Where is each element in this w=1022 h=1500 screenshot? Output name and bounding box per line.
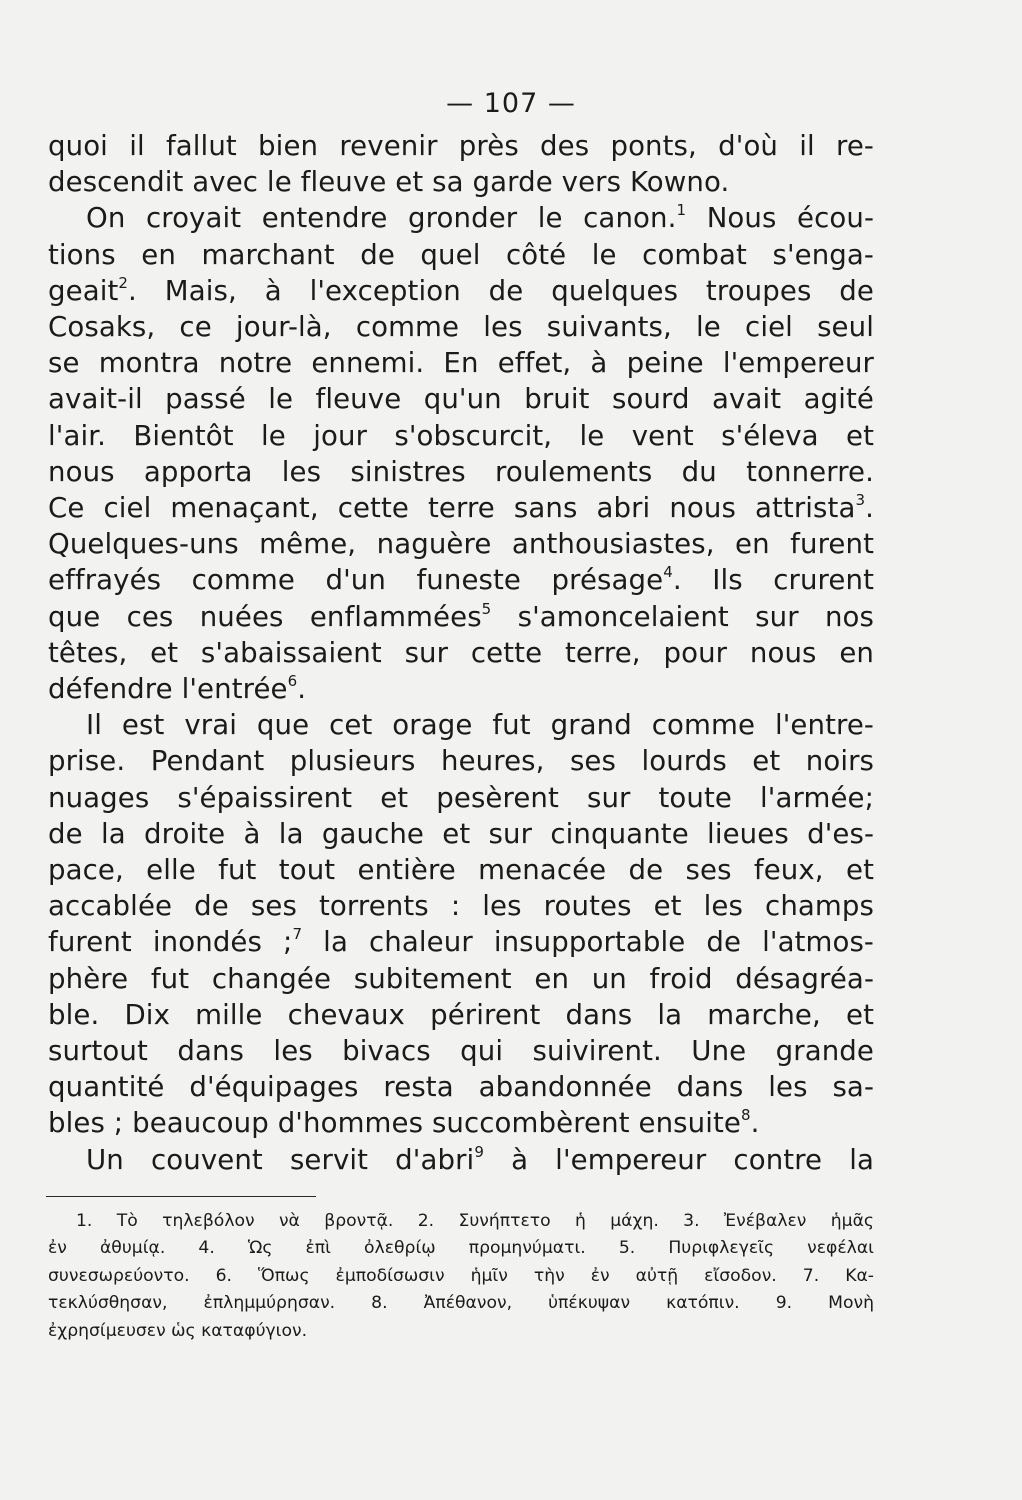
text-line: ble. Dix mille chevaux périrent dans la marche, et	[48, 997, 874, 1031]
footnote-ref: 6	[287, 672, 298, 691]
text-line: Cosaks, ce jour-là, comme les suivants, le ciel seul	[48, 310, 874, 344]
text-line: Ce ciel menaçant, cette terre sans abri nous attrista$^3$.	[48, 491, 874, 525]
page-number: — 107 —	[446, 88, 576, 119]
footnote-line: τεκλύσθησαν, ἐπλημμύρησαν. 8. Ἀπέθανον, ὑπέκυψαν κατόπιν. 9. Μονὴ	[48, 1293, 874, 1314]
text-line: Il est vrai que cet orage fut grand comme l'entre-	[86, 708, 874, 742]
text-line: prise. Pendant plusieurs heures, ses lourds et noirs	[48, 744, 874, 778]
text-line: têtes, et s'abaissaient sur cette terre, pour nous en	[48, 635, 874, 669]
footnote-ref: 2	[118, 273, 129, 292]
footnote-line: ἐχρησίμευσεν ὡς καταφύγιον.	[48, 1320, 308, 1341]
footnote-line: 1. Τὸ τηλεβόλον νὰ βροντᾷ. 2. Συνήπτετο ἡ μάχη. 3. Ἐνέβαλεν ἡμᾶς	[76, 1211, 874, 1231]
text-line: Quelques-uns même, naguère anthousiastes, en furent	[48, 527, 874, 561]
text-line: que ces nuées enflammées$^5$ s'amoncelaient sur nos	[48, 599, 874, 633]
text-line: de la droite à la gauche et sur cinquante lieues d'es-	[48, 816, 874, 850]
footnote-ref: 8	[741, 1106, 751, 1125]
text-line: surtout dans les bivacs qui suivirent. Une grande	[48, 1034, 874, 1068]
text-line: effrayés comme d'un funeste présage$^4$. Ils crurent	[48, 563, 874, 597]
text-line: pace, elle fut tout entière menacée de ses feux, et	[48, 853, 874, 887]
footnote-ref: 3	[855, 491, 866, 510]
text-line: furent inondés ;$^7$ la chaleur insupportable de l'atmos-	[48, 925, 874, 959]
text-line: accablée de ses torrents : les routes et les champs	[48, 889, 874, 923]
text-line: tions en marchant de quel côté le combat s'enga-	[48, 237, 874, 271]
footnote-ref: 5	[481, 599, 492, 618]
footnote-ref: 9	[474, 1142, 484, 1161]
text-line: l'air. Bientôt le jour s'obscurcit, le vent s'éleva et	[48, 418, 874, 452]
text-line: Un couvent servit d'abri$^9$ à l'empereur contre la	[86, 1142, 874, 1176]
text-line: quoi il fallut bien revenir près des ponts, d'où il re-	[48, 129, 874, 162]
footnote-ref: 7	[292, 925, 303, 944]
footnote-ref: 4	[663, 563, 673, 582]
text-line: défendre l'entrée$^6$.	[48, 672, 307, 706]
text-line: avait-il passé le fleuve qu'un bruit sourd avait agité	[48, 382, 874, 416]
text-line: nuages s'épaissirent et pesèrent sur toute l'armée;	[48, 780, 874, 814]
text-line: On croyait entendre gronder le canon.$^1$ Nous écou-	[86, 201, 875, 235]
text-line: descendit avec le fleuve et sa garde vers Kowno.	[48, 165, 730, 199]
footnotes	[48, 1208, 874, 1345]
text-line: phère fut changée subitement en un froid désagréa-	[48, 961, 874, 995]
footnote-line: συνεσωρεύοντο. 6. Ὅπως ἐμποδίσωσιν ἡμῖν τὴν ἐν αὐτῇ εἴσοδον. 7. Κα-	[48, 1265, 874, 1286]
text-line: quantité d'équipages resta abandonnée dans les sa-	[48, 1070, 874, 1104]
footnote-separator	[46, 1196, 316, 1197]
text-line: se montra notre ennemi. En effet, à peine l'empereur	[48, 346, 874, 380]
text-line: geait$^2$. Mais, à l'exception de quelques troupes de	[48, 273, 874, 307]
footnote-ref: 1	[676, 201, 687, 220]
body-text	[48, 128, 874, 1178]
text-line: bles ; beaucoup d'hommes succombèrent ensuite$^8$.	[48, 1106, 760, 1140]
text-line: nous apporta les sinistres roulements du tonnerre.	[48, 454, 874, 488]
footnote-line: ἐν ἀθυμίᾳ. 4. Ὡς ἐπὶ ὀλεθρίῳ προμηνύματι. 5. Πυριφλεγεῖς νεφέλαι	[48, 1238, 874, 1259]
